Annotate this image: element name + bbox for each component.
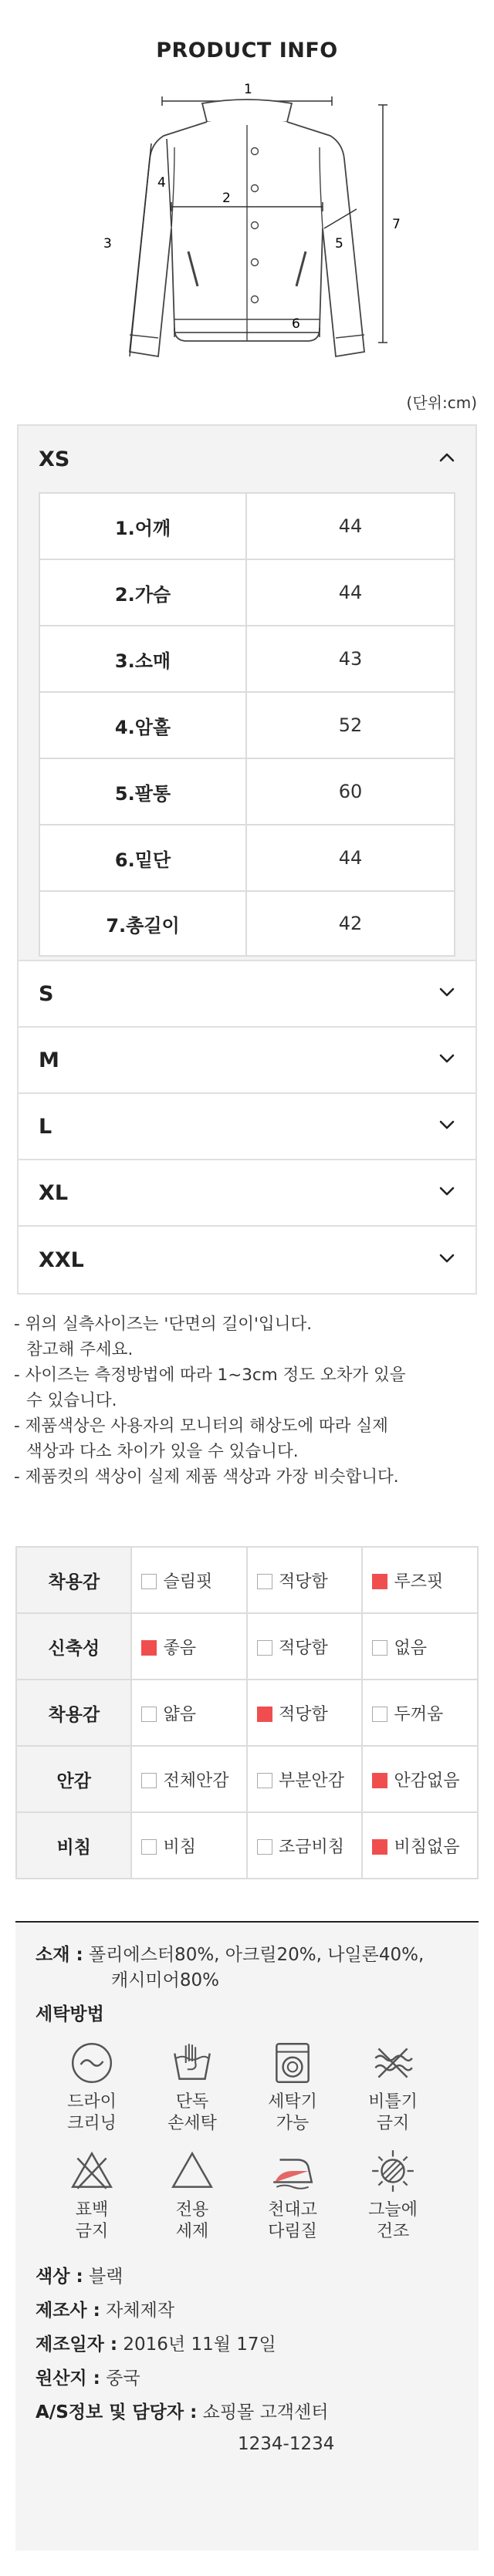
maker-label: 제조사 :: [36, 2301, 100, 2321]
measure-name: 3.소매: [40, 626, 247, 691]
material-value: 폴리에스터80%, 아크릴20%, 나일론40%,: [83, 1945, 425, 1965]
fit-option-label: 부분안감: [278, 1771, 344, 1791]
checked-box-icon: [257, 1707, 272, 1722]
diagram-label-5: 5: [335, 236, 343, 252]
size-tab-xl[interactable]: [19, 1160, 475, 1227]
size-table-row: [39, 625, 455, 691]
material-value-cont: 캐시미어80%: [111, 1970, 219, 1990]
fit-option-label: 루즈핏: [394, 1572, 444, 1592]
size-tab-xxl[interactable]: [19, 1227, 475, 1293]
fit-option-label: 적당함: [278, 1572, 328, 1592]
iron-icon: [242, 2147, 343, 2195]
measure-value: 44: [338, 582, 363, 603]
size-table-row: [39, 824, 455, 890]
fit-row: [16, 1812, 478, 1879]
material-label: 소재 :: [36, 1945, 83, 1965]
size-table-row: [39, 691, 455, 758]
fit-option: [131, 1547, 247, 1613]
wash-item: [142, 2147, 242, 2243]
as-phone: 1234-1234: [238, 2434, 335, 2454]
measure-name: 2.가슴: [40, 560, 247, 625]
washing-machine-icon: [242, 2039, 343, 2087]
fit-option: [362, 1613, 478, 1680]
unit-label: (단위:cm): [406, 393, 477, 412]
checkbox-icon: [257, 1773, 272, 1788]
chevron-down-icon: [438, 1050, 455, 1070]
fit-option: [362, 1812, 478, 1879]
fit-row: [16, 1680, 478, 1746]
origin-value: 중국: [100, 2368, 140, 2389]
measure-name: 4.암홀: [40, 693, 247, 758]
fit-option-label: 슬림핏: [163, 1572, 213, 1592]
wash-item: [142, 2039, 242, 2135]
date-label: 제조일자 :: [36, 2335, 118, 2355]
fit-option: [247, 1613, 363, 1680]
note-line: - 사이즈는 측정방법에 따라 1~3cm 정도 오차가 있을: [14, 1366, 406, 1385]
as-value: 쇼핑몰 고객센터: [197, 2402, 329, 2422]
detail-list: [36, 2260, 458, 2459]
jacket-illustration: [0, 74, 494, 367]
fit-option: [247, 1547, 363, 1613]
wash-label: 세탁기 가능: [268, 2092, 317, 2133]
diagram-label-6: 6: [292, 316, 300, 332]
wash-item: [42, 2147, 142, 2243]
checked-box-icon: [372, 1839, 387, 1855]
color-line: [36, 2260, 458, 2294]
note-line: 수 있습니다.: [26, 1391, 117, 1410]
wash-label: 드라이 크리닝: [67, 2092, 117, 2133]
checked-box-icon: [372, 1773, 387, 1788]
fit-option-label: 적당함: [278, 1704, 328, 1724]
size-tab-label: XL: [39, 1180, 69, 1205]
measure-name: 7.총길이: [40, 892, 247, 955]
fit-option-label: 비침없음: [394, 1837, 460, 1857]
fit-option-label: 조금비침: [278, 1837, 344, 1857]
checkbox-icon: [372, 1707, 387, 1722]
wash-label: 비틀기 금지: [368, 2092, 418, 2133]
fit-option-label: 전체안감: [163, 1771, 229, 1791]
fit-option-label: 좋음: [163, 1638, 196, 1658]
fit-table: [15, 1546, 479, 1879]
diagram-label-1: 1: [244, 82, 252, 97]
size-tab-label: XS: [39, 447, 70, 471]
size-table-row: [39, 758, 455, 824]
fit-category: 착용감: [16, 1680, 131, 1746]
size-tab-s[interactable]: [19, 961, 475, 1028]
size-table-row: [39, 559, 455, 625]
wash-label: 단독 손세탁: [167, 2092, 217, 2133]
checkbox-icon: [141, 1574, 157, 1589]
diagram-label-7: 7: [392, 217, 401, 232]
fit-option: [247, 1812, 363, 1879]
color-value: 블랙: [83, 2267, 124, 2287]
wash-label: 그늘에 건조: [368, 2200, 418, 2241]
size-table-row: [39, 890, 455, 957]
origin-line: [36, 2362, 458, 2395]
measure-name: 5.팔통: [40, 759, 247, 824]
wash-item: [242, 2039, 343, 2135]
checked-box-icon: [141, 1640, 157, 1656]
note-line: 참고해 주세요.: [26, 1340, 134, 1359]
checkbox-icon: [372, 1640, 387, 1656]
checkbox-icon: [257, 1574, 272, 1589]
no-wring-icon: [343, 2039, 443, 2087]
fit-option: [131, 1746, 247, 1812]
checked-box-icon: [372, 1574, 387, 1589]
as-label: A/S정보 및 담당자 :: [36, 2402, 198, 2422]
dry-clean-icon: [42, 2039, 142, 2087]
size-tab-label: L: [39, 1114, 52, 1139]
size-tab-label: S: [39, 981, 54, 1006]
fit-option: [362, 1746, 478, 1812]
checkbox-icon: [141, 1773, 157, 1788]
fit-option-label: 두꺼움: [394, 1704, 444, 1724]
product-detail-panel: [15, 1921, 479, 2551]
size-tab-label: M: [39, 1048, 59, 1072]
size-table-row: [39, 492, 455, 559]
fit-category: 안감: [16, 1746, 131, 1812]
color-label: 색상 :: [36, 2267, 83, 2287]
chevron-down-icon: [438, 1183, 455, 1203]
wash-label: 전용 세제: [175, 2200, 209, 2241]
fit-row: [16, 1613, 478, 1680]
wash-item: [42, 2039, 142, 2135]
measure-name: 1.어깨: [40, 494, 247, 559]
checkbox-icon: [257, 1640, 272, 1656]
measure-value: 44: [338, 847, 363, 869]
wash-item: [242, 2147, 343, 2243]
fit-option: [131, 1812, 247, 1879]
fit-option: [362, 1680, 478, 1746]
size-tab-m[interactable]: [19, 1028, 475, 1094]
chevron-up-icon: [438, 449, 455, 469]
checkbox-icon: [141, 1707, 157, 1722]
chevron-down-icon: [438, 1250, 455, 1270]
measure-value: 52: [338, 714, 363, 736]
note-line: - 위의 실측사이즈는 '단면의 길이'입니다.: [14, 1315, 313, 1334]
wash-title: 세탁방법: [36, 2004, 104, 2024]
measure-value: 44: [338, 515, 363, 537]
fit-option-label: 안감없음: [394, 1771, 460, 1791]
measure-value: 43: [338, 648, 363, 670]
note-line: 색상과 다소 차이가 있을 수 있습니다.: [26, 1442, 299, 1461]
measure-value: 60: [338, 781, 363, 802]
size-tab-label: XXL: [39, 1247, 84, 1272]
checkbox-icon: [141, 1839, 157, 1855]
wash-label: 표백 금지: [75, 2200, 109, 2241]
size-table: [19, 492, 475, 961]
fit-category: 비침: [16, 1812, 131, 1879]
fit-option: [131, 1680, 247, 1746]
fit-row: [16, 1547, 478, 1613]
note-line: - 제품색상은 사용자의 모니터의 해상도에 따라 실제: [14, 1416, 388, 1436]
wash-label: 천대고 다림질: [268, 2200, 317, 2241]
wash-item: [343, 2147, 443, 2243]
size-notes: [14, 1312, 485, 1490]
fit-option: [247, 1746, 363, 1812]
shade-dry-icon: [343, 2147, 443, 2195]
chevron-down-icon: [438, 1116, 455, 1136]
origin-label: 원산지 :: [36, 2368, 100, 2389]
size-tab-l[interactable]: [19, 1094, 475, 1160]
fit-option-label: 없음: [394, 1638, 427, 1658]
fit-option-label: 얇음: [163, 1704, 196, 1724]
fit-option: [362, 1547, 478, 1613]
wash-item: [343, 2039, 443, 2135]
fit-category: 착용감: [16, 1547, 131, 1613]
fit-option: [247, 1680, 363, 1746]
measure-name: 6.밑단: [40, 825, 247, 890]
date-value: 2016년 11월 17일: [117, 2335, 276, 2355]
hand-wash-icon: [142, 2039, 242, 2087]
diagram-label-4: 4: [157, 175, 166, 191]
diagram-label-3: 3: [103, 236, 112, 252]
measure-value: 42: [338, 913, 363, 934]
diagram-label-2: 2: [222, 191, 231, 206]
no-bleach-icon: [42, 2147, 142, 2195]
maker-line: [36, 2294, 458, 2328]
note-line: - 제품컷의 색상이 실제 제품 색상과 가장 비슷합니다.: [14, 1467, 399, 1487]
fit-category: 신축성: [16, 1613, 131, 1680]
fit-option-label: 비침: [163, 1837, 196, 1857]
size-accordion: [17, 424, 477, 1295]
checkbox-icon: [257, 1839, 272, 1855]
page-title: PRODUCT INFO: [156, 39, 338, 62]
as-line: [36, 2395, 458, 2429]
fit-row: [16, 1746, 478, 1812]
material-line: [36, 1943, 458, 1968]
fit-option-label: 적당함: [278, 1638, 328, 1658]
size-tab-xs[interactable]: [19, 426, 475, 492]
chevron-down-icon: [438, 984, 455, 1004]
wash-instructions: [42, 2039, 443, 2243]
detergent-icon: [142, 2147, 242, 2195]
date-line: [36, 2328, 458, 2362]
fit-option: [131, 1613, 247, 1680]
jacket-measurement-diagram: [0, 74, 494, 367]
maker-value: 자체제작: [100, 2301, 175, 2321]
